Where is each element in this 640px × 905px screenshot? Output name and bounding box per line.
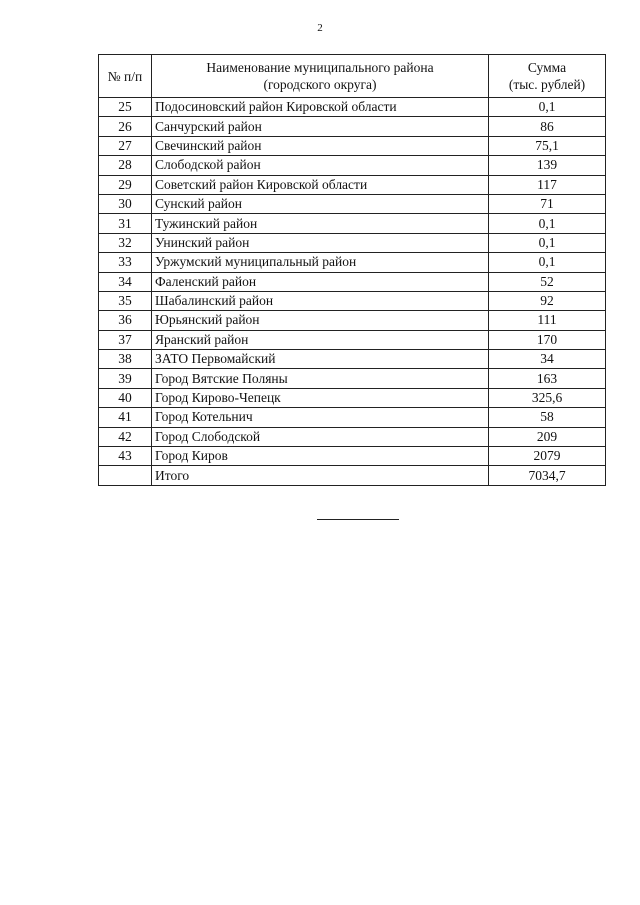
row-number: 38 <box>99 350 152 369</box>
row-district-name: Город Котельнич <box>152 408 489 427</box>
row-district-name: ЗАТО Первомайский <box>152 350 489 369</box>
row-district-name: Шабалинский район <box>152 291 489 310</box>
row-sum: 7034,7 <box>489 466 606 485</box>
row-number: 36 <box>99 311 152 330</box>
table-body <box>99 98 606 486</box>
row-number <box>99 466 152 485</box>
table-row <box>99 369 606 388</box>
row-district-name: Юрьянский район <box>152 311 489 330</box>
table-row <box>99 291 606 310</box>
total-row <box>99 466 606 485</box>
row-number: 29 <box>99 175 152 194</box>
row-number: 32 <box>99 233 152 252</box>
row-sum: 0,1 <box>489 98 606 117</box>
row-district-name: Подосиновский район Кировской области <box>152 98 489 117</box>
row-number: 39 <box>99 369 152 388</box>
table-row <box>99 427 606 446</box>
row-number: 40 <box>99 388 152 407</box>
row-district-name: Город Вятские Поляны <box>152 369 489 388</box>
row-sum: 163 <box>489 369 606 388</box>
table-row <box>99 175 606 194</box>
row-sum: 75,1 <box>489 136 606 155</box>
row-sum: 170 <box>489 330 606 349</box>
page-number: 2 <box>317 22 323 34</box>
table-header-row <box>99 55 606 98</box>
row-sum: 2079 <box>489 447 606 466</box>
table-row <box>99 350 606 369</box>
header-number: № п/п <box>99 55 152 98</box>
row-district-name: Свечинский район <box>152 136 489 155</box>
row-district-name: Город Киров <box>152 447 489 466</box>
row-district-name: Унинский район <box>152 233 489 252</box>
row-sum: 92 <box>489 291 606 310</box>
row-sum: 117 <box>489 175 606 194</box>
row-sum: 58 <box>489 408 606 427</box>
row-sum: 0,1 <box>489 233 606 252</box>
table-row <box>99 388 606 407</box>
row-number: 33 <box>99 253 152 272</box>
table-row <box>99 408 606 427</box>
row-district-name: Слободской район <box>152 156 489 175</box>
allocation-table <box>98 54 606 486</box>
row-number: 28 <box>99 156 152 175</box>
table-row <box>99 233 606 252</box>
row-sum: 0,1 <box>489 214 606 233</box>
table-row <box>99 311 606 330</box>
table-row <box>99 214 606 233</box>
table-row <box>99 117 606 136</box>
row-sum: 139 <box>489 156 606 175</box>
header-district-name-line1: Наименование муниципального района <box>206 60 434 75</box>
row-number: 37 <box>99 330 152 349</box>
row-district-name: Фаленский район <box>152 272 489 291</box>
row-sum: 0,1 <box>489 253 606 272</box>
row-sum: 34 <box>489 350 606 369</box>
header-sum-line2: (тыс. рублей) <box>508 77 586 92</box>
header-district-name-line2: (городского округа) <box>263 77 377 92</box>
row-sum: 86 <box>489 117 606 136</box>
row-number: 34 <box>99 272 152 291</box>
header-district-name <box>152 55 489 98</box>
table-row <box>99 330 606 349</box>
row-number: 35 <box>99 291 152 310</box>
table-row <box>99 156 606 175</box>
row-district-name: Сунский район <box>152 194 489 213</box>
row-sum: 52 <box>489 272 606 291</box>
row-sum: 209 <box>489 427 606 446</box>
table-row <box>99 136 606 155</box>
row-sum: 111 <box>489 311 606 330</box>
row-district-name: Итого <box>152 466 489 485</box>
header-sum <box>489 55 606 98</box>
row-number: 25 <box>99 98 152 117</box>
end-divider <box>317 519 399 520</box>
row-district-name: Город Слободской <box>152 427 489 446</box>
table-row <box>99 253 606 272</box>
row-number: 31 <box>99 214 152 233</box>
row-sum: 325,6 <box>489 388 606 407</box>
row-number: 43 <box>99 447 152 466</box>
row-district-name: Уржумский муниципальный район <box>152 253 489 272</box>
row-district-name: Санчурский район <box>152 117 489 136</box>
table-row <box>99 272 606 291</box>
row-district-name: Тужинский район <box>152 214 489 233</box>
row-number: 27 <box>99 136 152 155</box>
table-row <box>99 447 606 466</box>
row-district-name: Яранский район <box>152 330 489 349</box>
row-number: 41 <box>99 408 152 427</box>
header-sum-line1: Сумма <box>527 60 567 75</box>
row-sum: 71 <box>489 194 606 213</box>
table-row <box>99 194 606 213</box>
row-district-name: Город Кирово-Чепецк <box>152 388 489 407</box>
row-number: 42 <box>99 427 152 446</box>
row-number: 30 <box>99 194 152 213</box>
table-row <box>99 98 606 117</box>
row-district-name: Советский район Кировской области <box>152 175 489 194</box>
row-number: 26 <box>99 117 152 136</box>
